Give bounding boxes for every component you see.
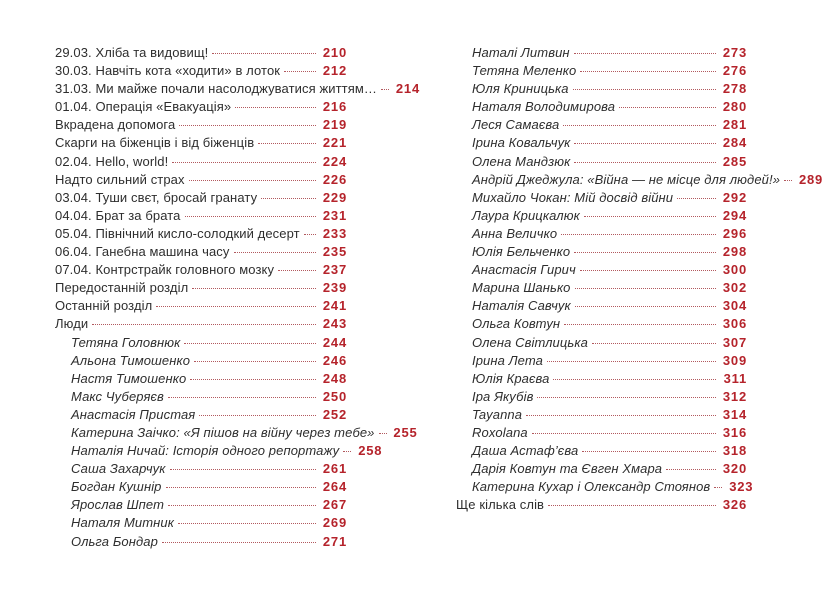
toc-entry — [456, 153, 747, 171]
toc-page-number: 309 — [722, 352, 747, 368]
toc-entry — [456, 424, 747, 442]
toc-entry — [456, 279, 747, 297]
toc-page-number: 300 — [722, 262, 747, 278]
toc-entry-title: Дарія Ковтун та Євген Хмара — [472, 461, 663, 477]
toc-entry-title: Ольга Бондар — [71, 533, 158, 549]
toc-entry-title: Tayanna — [472, 406, 523, 422]
dotted-leader — [532, 433, 716, 434]
dotted-leader — [563, 125, 716, 126]
toc-entry — [55, 279, 347, 297]
dotted-leader — [379, 433, 387, 434]
toc-page-number: 292 — [722, 189, 747, 205]
dotted-leader — [92, 324, 316, 325]
toc-entry — [456, 98, 747, 116]
toc-entry — [55, 297, 347, 315]
toc-entry — [55, 44, 347, 62]
dotted-leader — [677, 198, 716, 199]
toc-page-number: 235 — [322, 244, 347, 260]
dotted-leader — [592, 343, 716, 344]
toc-page-number: 221 — [322, 135, 347, 151]
dotted-leader — [212, 53, 316, 54]
toc-entry-title: Ольга Ковтун — [472, 316, 561, 332]
toc-page-number: 250 — [322, 388, 347, 404]
dotted-leader — [185, 216, 317, 217]
toc-page-number: 219 — [322, 117, 347, 133]
dotted-leader — [548, 505, 716, 506]
toc-page-number: 255 — [393, 424, 418, 440]
dotted-leader — [582, 451, 716, 452]
toc-entry-title: 29.03. Хліба та видовищ! — [55, 45, 209, 60]
toc-entry — [456, 134, 747, 152]
toc-page-number: 244 — [322, 334, 347, 350]
toc-page-number: 273 — [722, 45, 747, 60]
toc-entry-title: Люди — [55, 316, 89, 332]
dotted-leader — [184, 343, 316, 344]
toc-entry — [55, 352, 347, 370]
toc-page-number: 258 — [358, 443, 383, 459]
toc-entry — [55, 98, 347, 116]
toc-entry-title: Лаура Крицкалюк — [472, 207, 580, 223]
toc-entry-title: Ірина Лета — [472, 352, 543, 368]
toc-entry-title: Олена Мандзюк — [472, 153, 571, 169]
toc-page-number: 210 — [322, 45, 347, 60]
dotted-leader — [192, 288, 316, 289]
toc-entry-title: Наталя Володимирова — [472, 99, 616, 115]
toc-entry — [456, 189, 747, 207]
toc-page-number: 302 — [722, 280, 747, 296]
toc-entry — [55, 153, 347, 171]
toc-entry-title: Останній розділ — [55, 298, 153, 314]
toc-entry — [55, 62, 347, 80]
toc-page-number: 306 — [722, 316, 747, 332]
dotted-leader — [343, 451, 351, 452]
toc-page-number: 298 — [722, 244, 747, 260]
toc-entry-title: Тетяна Головнюк — [71, 334, 181, 350]
toc-entry-title: 30.03. Навчіть кота «ходити» в лоток — [55, 63, 281, 79]
toc-entry-title: 04.04. Брат за брата — [55, 207, 181, 223]
toc-entry — [55, 406, 347, 424]
toc-entry — [55, 478, 347, 496]
dotted-leader — [619, 107, 716, 108]
toc-entry-title: Катерина Кухар і Олександр Стоянов — [472, 479, 711, 495]
toc-entry-title: Вкрадена допомога — [55, 117, 176, 133]
dotted-leader — [258, 143, 316, 144]
dotted-leader — [526, 415, 716, 416]
dotted-leader — [194, 361, 316, 362]
toc-entry-title: Настя Тимошенко — [71, 370, 187, 386]
toc-page-number: 261 — [322, 461, 347, 477]
toc-entry — [456, 442, 747, 460]
dotted-leader — [179, 125, 316, 126]
toc-entry — [456, 243, 747, 261]
toc-page-number: 243 — [322, 316, 347, 332]
toc-page-number: 278 — [722, 81, 747, 97]
toc-page-number: 233 — [322, 225, 347, 241]
toc-page-number: 231 — [322, 207, 347, 223]
toc-entry — [456, 297, 747, 315]
toc-entry-title: Богдан Кушнір — [71, 479, 162, 495]
toc-entry-title: 02.04. Hello, world! — [55, 153, 169, 169]
dotted-leader — [666, 469, 716, 470]
dotted-leader — [580, 71, 716, 72]
dotted-leader — [172, 162, 316, 163]
dotted-leader — [235, 107, 316, 108]
toc-page-number: 241 — [322, 298, 347, 314]
toc-page-number: 316 — [722, 424, 747, 440]
toc-page-number: 226 — [322, 171, 347, 187]
toc-entry-title: Ще кілька слів — [456, 497, 545, 513]
toc-entry — [55, 261, 347, 279]
dotted-leader — [168, 397, 316, 398]
toc-entry-title: 31.03. Ми майже почали насолоджуватися життям… — [55, 81, 377, 97]
toc-page-number: 239 — [322, 280, 347, 296]
dotted-leader — [714, 487, 722, 488]
toc-entry — [55, 334, 347, 352]
dotted-leader — [574, 143, 716, 144]
dotted-leader — [574, 53, 716, 54]
toc-entry-title: Анастасія Пристая — [71, 406, 196, 422]
toc-entry — [55, 225, 347, 243]
toc-entry — [456, 388, 747, 406]
toc-entry — [55, 496, 347, 514]
toc-entry — [456, 44, 747, 62]
dotted-leader — [156, 306, 316, 307]
toc-entry-title: Леся Самаєва — [472, 117, 560, 133]
dotted-leader — [564, 324, 716, 325]
toc-entry — [456, 478, 754, 496]
dotted-leader — [168, 505, 316, 506]
toc-page-number: 284 — [722, 135, 747, 151]
toc-entry — [55, 116, 347, 134]
toc-entry — [55, 388, 347, 406]
toc-entry — [456, 352, 747, 370]
toc-page-number: 216 — [322, 99, 347, 115]
toc-entry — [456, 80, 747, 98]
toc-entry — [55, 243, 347, 261]
dotted-leader — [199, 415, 316, 416]
toc-entry — [456, 315, 747, 333]
toc-page-number: 289 — [798, 171, 823, 187]
toc-column-right — [456, 44, 823, 514]
toc-entry-title: Тетяна Меленко — [472, 63, 577, 79]
toc-page-number: 248 — [322, 370, 347, 386]
toc-page-number: 311 — [723, 370, 747, 386]
dotted-leader — [170, 469, 316, 470]
toc-page-number: 280 — [722, 99, 747, 115]
dotted-leader — [547, 361, 716, 362]
toc-page-number: 264 — [322, 479, 347, 495]
toc-entry-title: 03.04. Туши свєт, бросай гранату — [55, 189, 258, 205]
dotted-leader — [573, 89, 716, 90]
toc-entry — [456, 370, 747, 388]
toc-entry — [456, 460, 747, 478]
toc-entry-title: Марина Шанько — [472, 280, 571, 296]
toc-page-number: 320 — [722, 461, 747, 477]
dotted-leader — [575, 288, 716, 289]
toc-entry-title: Надто сильний страх — [55, 171, 185, 187]
toc-entry-title: 05.04. Північний кисло-солодкий десерт — [55, 225, 300, 241]
dotted-leader — [584, 216, 716, 217]
dotted-leader — [553, 379, 716, 380]
toc-page-number: 237 — [322, 262, 347, 278]
dotted-leader — [261, 198, 316, 199]
toc-entry — [55, 207, 347, 225]
toc-page-number: 276 — [722, 63, 747, 79]
toc-entry — [55, 171, 347, 189]
toc-page-number: 224 — [322, 153, 347, 169]
toc-page-number: 214 — [395, 81, 420, 97]
toc-entry-title: Ярослав Шпет — [71, 497, 165, 513]
toc-entry-title: 06.04. Ганебна машина часу — [55, 244, 230, 260]
toc-entry — [456, 225, 747, 243]
dotted-leader — [575, 306, 716, 307]
toc-entry — [55, 460, 347, 478]
toc-page-number: 267 — [322, 497, 347, 513]
toc-entry — [55, 315, 347, 333]
toc-entry — [55, 134, 347, 152]
toc-entry-title: Даша Астаф’єва — [472, 443, 579, 459]
toc-entry — [55, 189, 347, 207]
dotted-leader — [574, 162, 716, 163]
toc-entry — [456, 171, 823, 189]
toc-page-number: 212 — [322, 63, 347, 79]
toc-page-number: 312 — [722, 388, 747, 404]
toc-entry-title: Юля Криницька — [472, 81, 569, 97]
toc-entry — [456, 496, 747, 514]
toc-column-left — [55, 44, 420, 551]
toc-page-number: 307 — [722, 334, 747, 350]
toc-page-number: 318 — [722, 443, 747, 459]
toc-page-number: 246 — [322, 352, 347, 368]
toc-entry-title: Roxolana — [472, 424, 528, 440]
toc-page-number: 281 — [722, 117, 747, 133]
toc-entry — [456, 62, 747, 80]
toc-entry — [456, 406, 747, 424]
toc-entry — [55, 533, 347, 551]
toc-entry — [55, 442, 383, 460]
toc-entry-title: Наталі Литвин — [472, 45, 570, 60]
toc-entry — [456, 207, 747, 225]
toc-entry-title: Юлія Краєва — [472, 370, 550, 386]
toc-page-number: 294 — [722, 207, 747, 223]
toc-page-number: 252 — [322, 406, 347, 422]
toc-entry — [55, 514, 347, 532]
dotted-leader — [561, 234, 716, 235]
toc-entry-title: Скарги на біженців і від біженців — [55, 135, 255, 151]
toc-entry-title: Юлія Бельченко — [472, 244, 571, 260]
toc-entry — [55, 424, 418, 442]
dotted-leader — [234, 252, 316, 253]
toc-page-number: 323 — [729, 479, 754, 495]
toc-entry-title: Наталія Савчук — [472, 298, 571, 314]
toc-entry-title: Наталія Ничай: Історія одного репортажу — [71, 443, 340, 459]
toc-entry — [456, 116, 747, 134]
toc-entry-title: Катерина Заічко: «Я пішов на війну через тебе» — [71, 424, 375, 440]
toc-entry-title: Анастасія Гирич — [472, 262, 576, 278]
toc-entry — [456, 261, 747, 279]
dotted-leader — [580, 270, 716, 271]
toc-entry-title: Олена Світлицька — [472, 334, 588, 350]
dotted-leader — [278, 270, 316, 271]
dotted-leader — [189, 180, 316, 181]
toc-entry-title: Саша Захарчук — [71, 461, 166, 477]
toc-entry — [456, 334, 747, 352]
toc-entry-title: Іра Якубів — [472, 388, 534, 404]
toc-page-number: 269 — [322, 515, 347, 531]
dotted-leader — [784, 180, 792, 181]
toc-page-number: 271 — [322, 533, 347, 549]
toc-page-number: 296 — [722, 225, 747, 241]
dotted-leader — [190, 379, 316, 380]
dotted-leader — [304, 234, 316, 235]
dotted-leader — [381, 89, 389, 90]
toc-entry-title: Наталя Митник — [71, 515, 174, 531]
toc-entry-title: 01.04. Операція «Евакуація» — [55, 99, 232, 115]
toc-page-number: 304 — [722, 298, 747, 314]
dotted-leader — [178, 523, 316, 524]
toc-page-number: 314 — [722, 406, 747, 422]
dotted-leader — [162, 542, 316, 543]
toc-page-number: 285 — [722, 153, 747, 169]
toc-entry — [55, 80, 420, 98]
toc-entry-title: Передостанній розділ — [55, 280, 189, 296]
toc-entry-title: Михайло Чокан: Мій досвід війни — [472, 189, 674, 205]
toc-entry-title: 07.04. Контрстрайк головного мозку — [55, 262, 275, 278]
toc-entry-title: Макс Чуберяєв — [71, 388, 164, 404]
dotted-leader — [537, 397, 716, 398]
toc-entry-title: Ірина Ковальчук — [472, 135, 571, 151]
dotted-leader — [166, 487, 316, 488]
toc-page-number: 326 — [722, 497, 747, 513]
dotted-leader — [574, 252, 716, 253]
toc-entry-title: Альона Тимошенко — [71, 352, 191, 368]
toc-entry-title: Анна Величко — [472, 225, 558, 241]
toc-page-number: 229 — [322, 189, 347, 205]
toc-entry — [55, 370, 347, 388]
toc-entry-title: Андрій Джеджула: «Війна — не місце для людей!» — [472, 171, 781, 187]
dotted-leader — [284, 71, 316, 72]
